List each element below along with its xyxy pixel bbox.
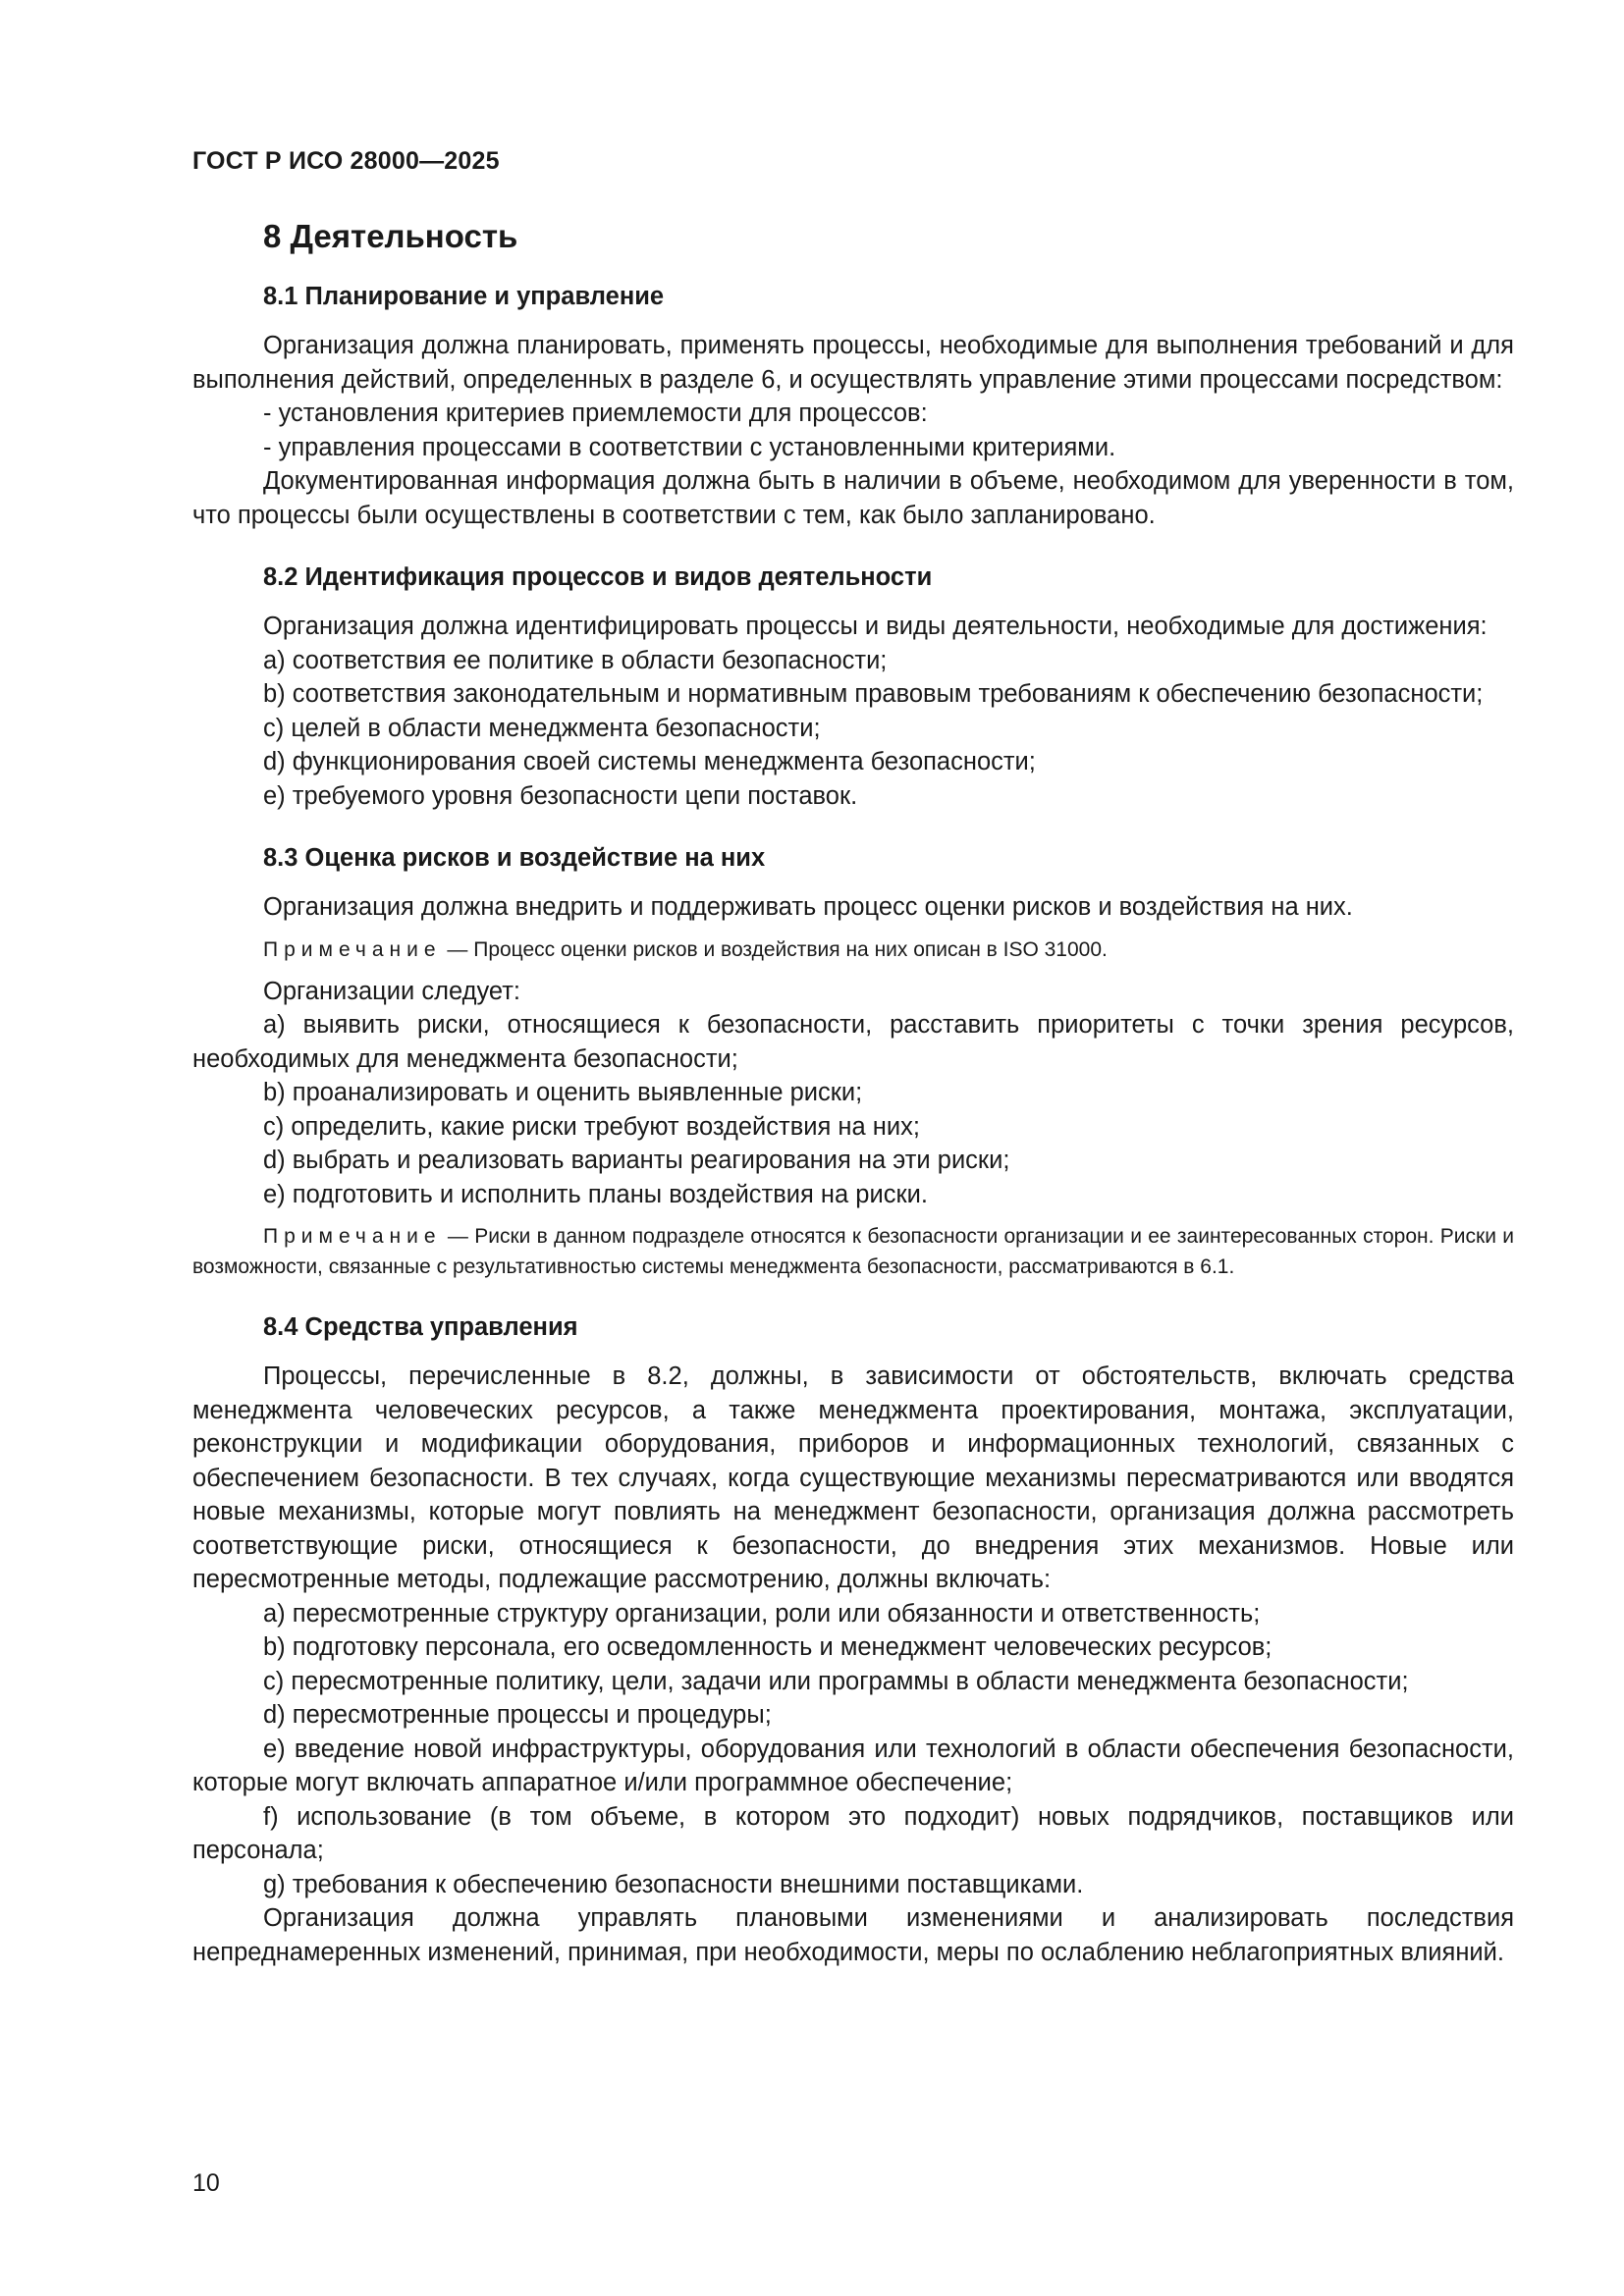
list-item: d) выбрать и реализовать варианты реагирования на эти риски; [263, 1147, 1010, 1174]
paragraph: Организация должна внедрить и поддерживать процесс оценки рисков и воздействия на них. [263, 893, 1353, 921]
paragraph: Организация должна управлять плановыми изменениями и анализировать последствия непреднамеренных изменений, принимая, при необходимости, меры по ослаблению неблагоприятных влияний. [192, 1904, 1514, 1966]
paragraph: Организации следует: [263, 977, 521, 1005]
list-item: b) проанализировать и оценить выявленные риски; [263, 1079, 863, 1106]
section-8-3 [192, 844, 1514, 1282]
list-item: b) подготовку персонала, его осведомленность и менеджмент человеческих ресурсов; [263, 1633, 1272, 1661]
list-item: g) требования к обеспечению безопасности внешними поставщиками. [263, 1870, 1084, 1898]
list-item: e) подготовить и исполнить планы воздействия на риски. [263, 1180, 928, 1208]
note-text: — Процесс оценки рисков и воздействия на них описан в ISO 31000. [441, 937, 1108, 961]
section-8-2-title: 8.2 Идентификация процессов и видов деятельности [263, 563, 933, 591]
list-item: c) пересмотренные политику, цели, задачи или программы в области менеджмента безопасности; [263, 1667, 1409, 1695]
list-item: - установления критериев приемлемости для процессов: [263, 400, 928, 427]
section-title: 8 Деятельность [263, 218, 518, 254]
note-label: Примечание [263, 1225, 442, 1248]
paragraph: Организация должна идентифицировать процессы и виды деятельности, необходимые для достижения: [263, 613, 1488, 640]
list-item: d) функционирования своей системы менеджмента безопасности; [263, 748, 1036, 775]
section-8-4 [192, 1313, 1514, 1969]
section-8-2 [192, 563, 1514, 813]
note [192, 1221, 1514, 1282]
list-item: d) пересмотренные процессы и процедуры; [263, 1701, 772, 1729]
note-label: Примечание [263, 937, 442, 961]
document-page [192, 147, 1514, 2001]
list-item: b) соответствия законодательным и нормативным правовым требованиям к обеспечению безопасности; [263, 680, 1484, 708]
list-item: - управления процессами в соответствии с установленными критериями. [263, 433, 1116, 461]
page-number: 10 [192, 2169, 220, 2197]
list-item: a) выявить риски, относящиеся к безопасности, расставить приоритеты с точки зрения ресурсов, необходимых для менеджмента безопасности; [192, 1011, 1514, 1073]
section-8-4-title: 8.4 Средства управления [263, 1313, 578, 1341]
list-item: f) использование (в том объеме, в котором это подходит) новых подрядчиков, поставщиков или персонала; [192, 1802, 1514, 1864]
note [192, 934, 1514, 965]
paragraph: Документированная информация должна быть в наличии в объеме, необходимом для уверенности в том, что процессы были осуществлены в соответствии с тем, как было запланировано. [192, 467, 1514, 529]
list-item: e) введение новой инфраструктуры, оборудования или технологий в области обеспечения безопасности, которые могут включать аппаратное и/или программное обеспечение; [192, 1735, 1514, 1796]
list-item: a) пересмотренные структуру организации, роли или обязанности и ответственность; [263, 1599, 1261, 1628]
paragraph: Процессы, перечисленные в 8.2, должны, в зависимости от обстоятельств, включать средства менеджмента человеческих ресурсов, а также менеджмента проектирования, монтажа, эксплуатации, реконструкции и модификации оборудования, приборов и информационных технологий, связанных с обеспечением безопасности. В тех случаях, когда существующие механизмы пересматриваются или вводятся новые механизмы, которые могут повлиять на менеджмент безопасности, организация должна рассмотреть соответствующие риски, относящиеся к безопасности, до внедрения этих механизмов. Новые или пересмотренные методы, подлежащие рассмотрению, должны включать: [192, 1362, 1514, 1593]
list-item: e) требуемого уровня безопасности цепи поставок. [263, 781, 858, 810]
section-8-1-title: 8.1 Планирование и управление [263, 283, 665, 310]
paragraph: Организация должна планировать, применять процессы, необходимые для выполнения требований и для выполнения действий, определенных в разделе 6, и осуществлять управление этими процессами посредством: [192, 332, 1514, 394]
list-item: a) соответствия ее политике в области безопасности; [263, 646, 888, 674]
section-8-1 [192, 283, 1514, 532]
list-item: c) определить, какие риски требуют воздействия на них; [263, 1112, 920, 1141]
document-header: ГОСТ Р ИСО 28000—2025 [192, 147, 500, 175]
list-item: c) целей в области менеджмента безопасности; [263, 714, 821, 742]
section-8-3-title: 8.3 Оценка рисков и воздействие на них [263, 844, 766, 872]
note-text: — Риски в данном подразделе относятся к безопасности организации и ее заинтересованных сторон. Риски и возможности, связанные с результативностью системы менеджмента безопасности, рассматриваются в 6.1. [192, 1225, 1514, 1278]
